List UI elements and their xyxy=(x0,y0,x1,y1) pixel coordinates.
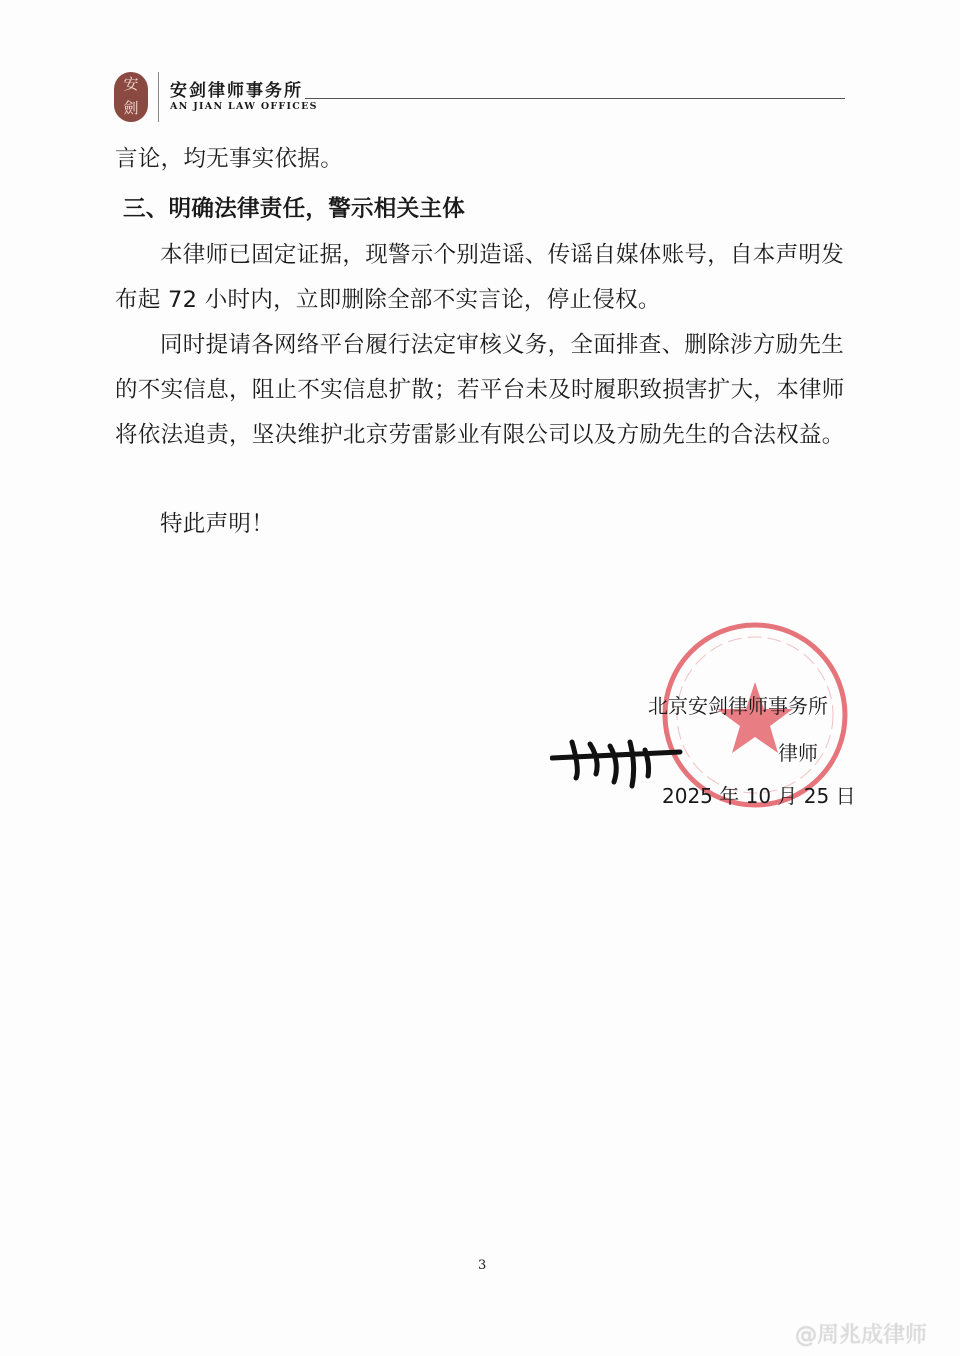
header-divider xyxy=(158,72,159,122)
watermark: @周兆成律师 xyxy=(795,1323,928,1348)
firm-name-cn: 安剑律师事务所 xyxy=(170,81,303,101)
header-rule xyxy=(305,98,845,99)
paragraph-2: 同时提请各网络平台履行法定审核义务，全面排查、删除涉方励先生的不实信息，阻止不实信息扩散；若平台未及时履职致损害扩大，本律师将依法追责，坚决维护北京劳雷影业有限公司以及方励先生的合法权益。 xyxy=(115,332,845,448)
firm-name-en: AN JIAN LAW OFFICES xyxy=(170,101,318,112)
paragraph-1: 本律师已固定证据，现警示个别造谣、传谣自媒体账号，自本声明发布起 72 小时内，立即删除全部不实言论，停止侵权。 xyxy=(115,242,845,313)
signature-title: 律师 xyxy=(778,741,818,765)
page-number: 3 xyxy=(478,1258,487,1273)
continued-text: 言论，均无事实依据。 xyxy=(115,146,344,172)
section-heading: 三、明确法律责任，警示相关主体 xyxy=(123,196,466,222)
firm-logo: 安 劍 xyxy=(114,72,148,122)
signature-date: 2025 年 10 月 25 日 xyxy=(662,784,856,808)
signature-firm: 北京安剑律师事务所 xyxy=(648,694,828,718)
closing-line: 特此声明！ xyxy=(160,511,275,537)
